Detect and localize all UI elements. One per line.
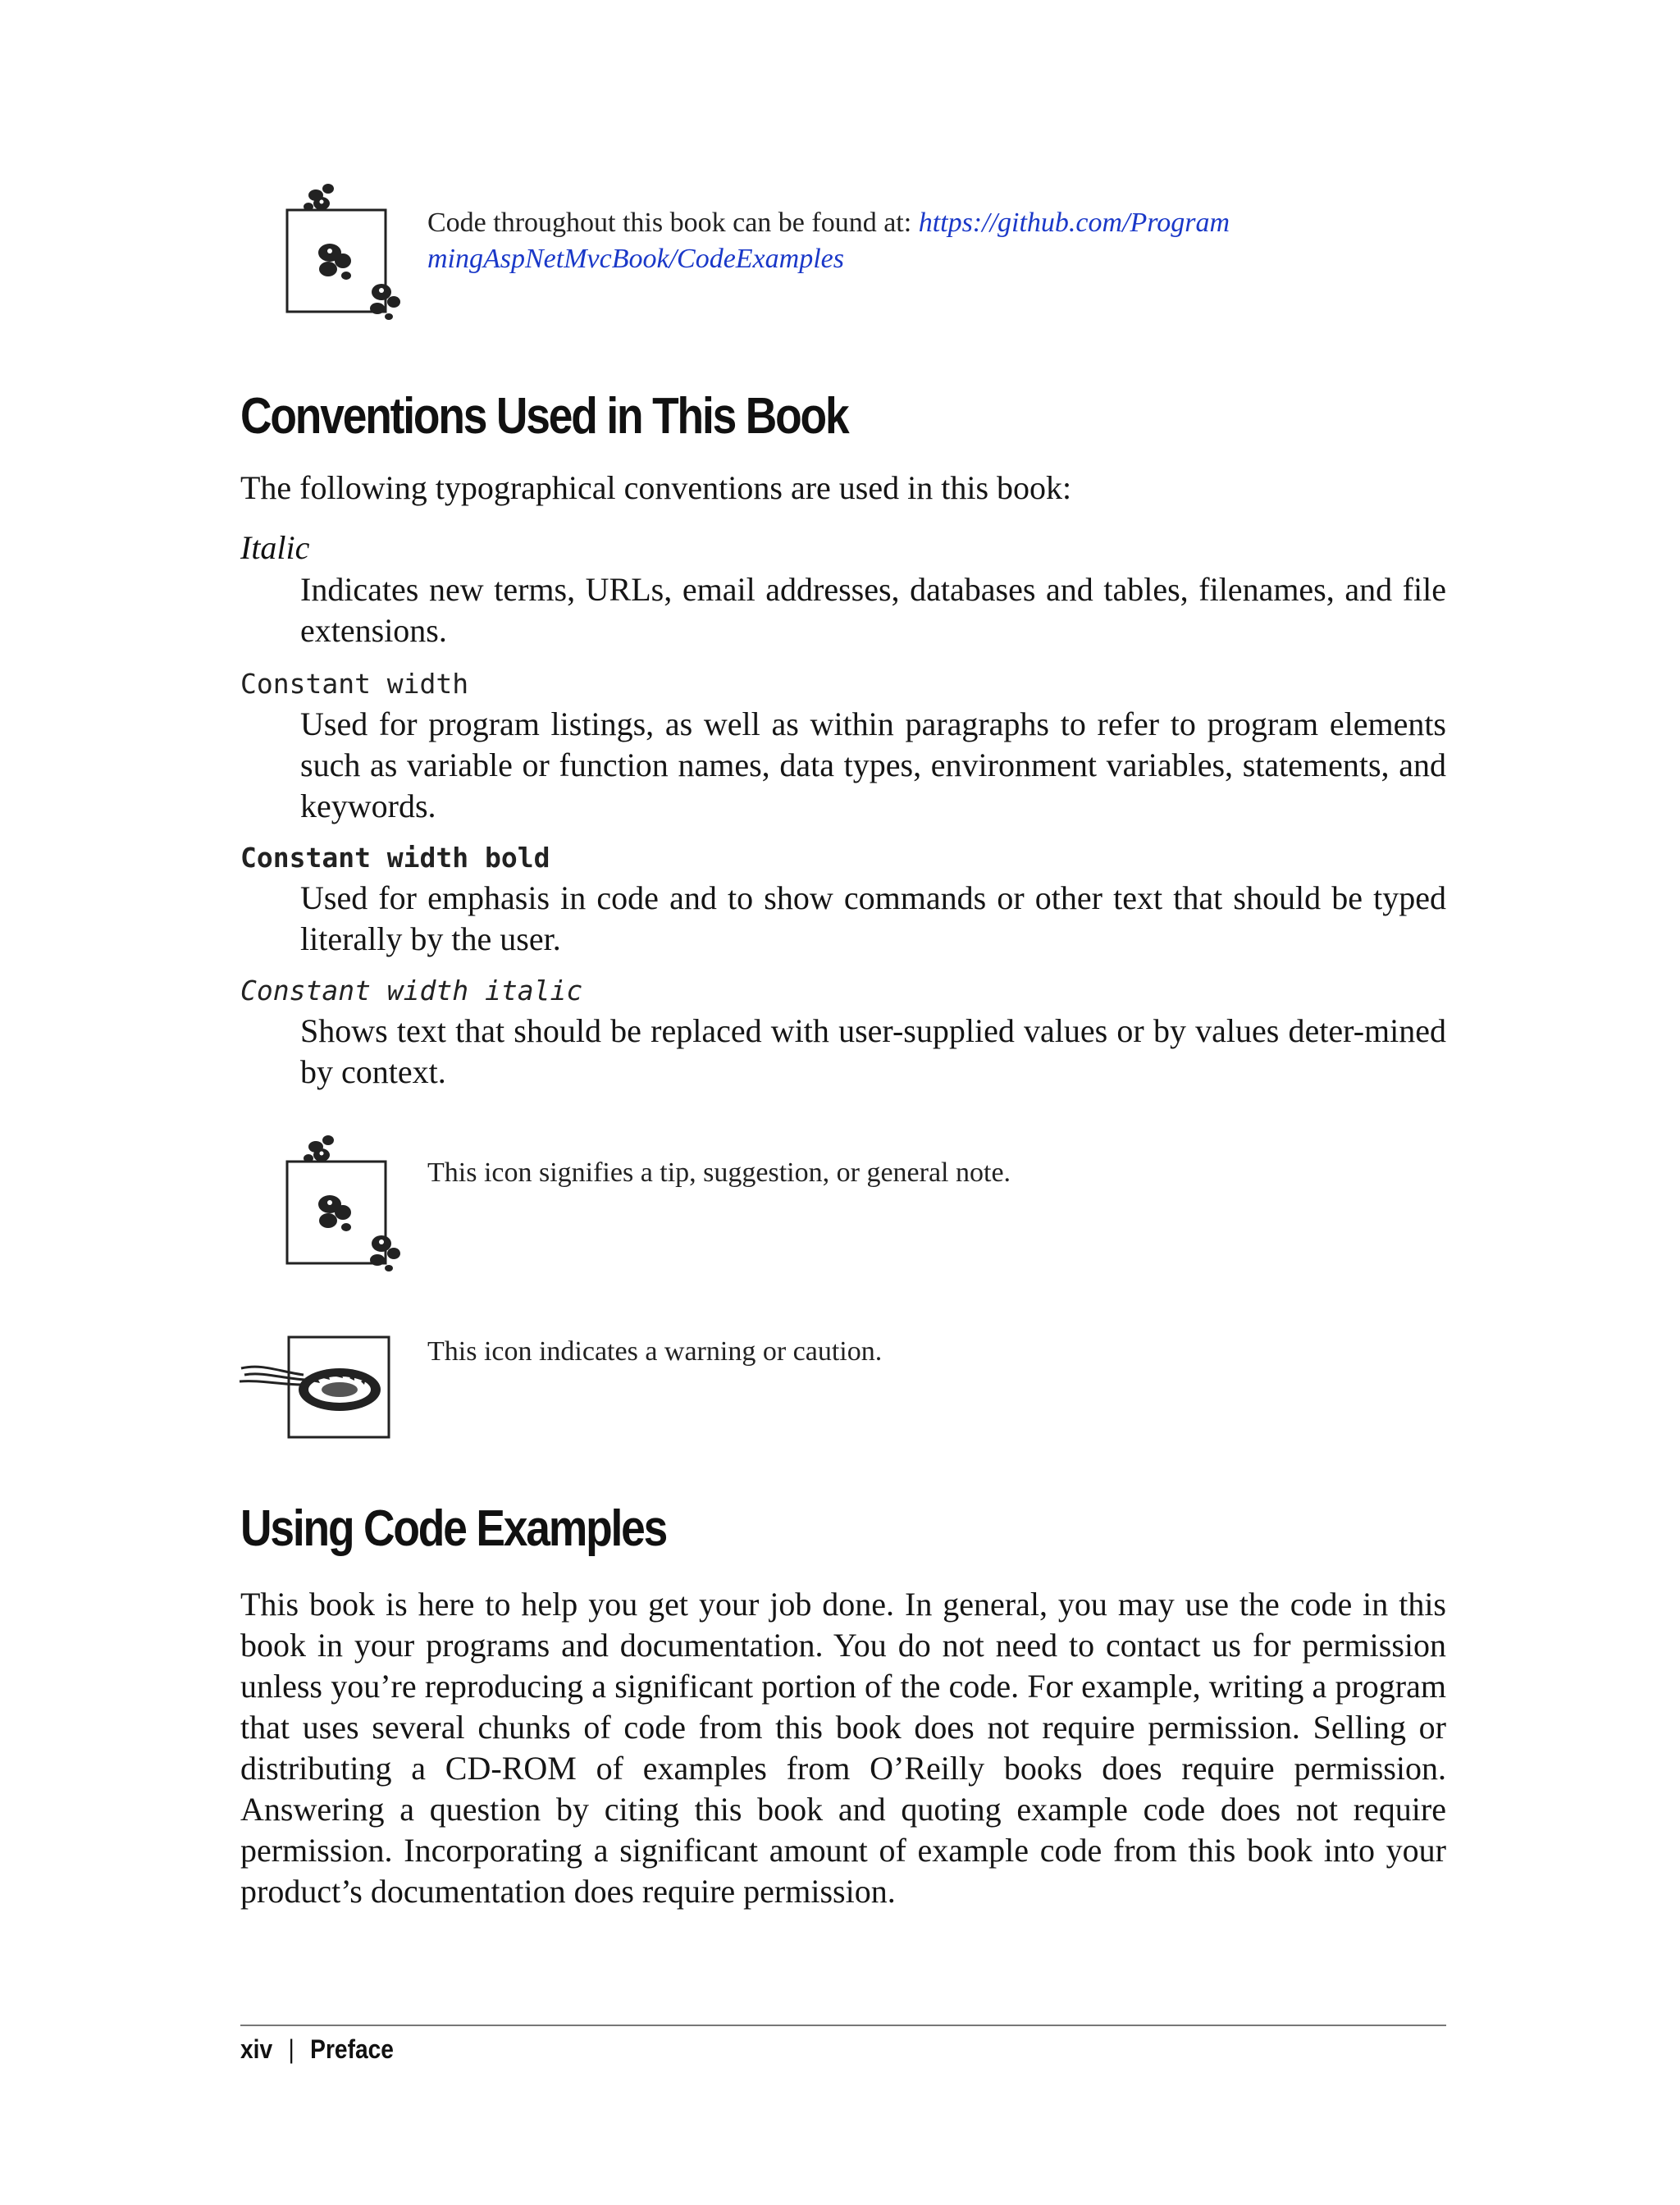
tip-note-text: This icon signifies a tip, suggestion, or general note. [427,1157,1011,1188]
definition-constant-width-italic: Shows text that should be replaced with user-supplied values or by values deter-mined by context. [300,1012,1446,1090]
footer-rule [240,2025,1446,2026]
code-location-prefix: Code throughout this book can be found at: [427,208,919,238]
definition-italic: Indicates new terms, URLs, email addresses, databases and tables, filenames, and file extensions. [300,571,1446,649]
github-link-line1: https://github.com/Program [918,208,1230,238]
github-link-line2: mingAspNetMvcBook/CodeExamples [427,244,844,274]
code-location-note [427,205,1330,277]
term-italic: Italic [240,529,310,566]
conventions-intro: The following typographical conventions are used in this book: [240,469,1072,506]
tip-icon [279,177,418,325]
term-constant-width-italic: Constant width italic [240,975,583,1007]
footer-section: Preface [310,2034,394,2064]
term-constant-width: Constant width [240,668,469,700]
page-footer [240,2034,394,2065]
warning-note-text: This icon indicates a warning or caution. [427,1336,883,1367]
conventions-heading: Conventions Used in This Book [240,388,848,445]
definition-constant-width: Used for program listings, as well as within paragraphs to refer to program elements such as variable or function names, data types, environment variables, statements, and keywords. [300,705,1446,824]
code-examples-paragraph: This book is here to help you get your job done. In general, you may use the code in this book in your programs and documentation. You do not need to contact us for permission unless you’re reproducing a significant portion of the code. For example, writing a program that uses several chunks of code from this book does not require permission. Selling or distributing a CD-ROM of examples from O’Reilly books does require permission. Answering a question by citing this book and quoting example code does not require permission. Incorporating a significant amount of example code from this book into your product’s documentation does require permission. [240,1586,1446,1910]
code-examples-heading: Using Code Examples [240,1500,667,1557]
term-constant-width-bold: Constant width bold [240,842,550,874]
footer-separator: | [288,2034,294,2064]
tip-icon [279,1129,418,1276]
page-number: xiv [240,2034,273,2064]
warning-trap-icon [238,1335,394,1442]
definition-constant-width-bold: Used for emphasis in code and to show commands or other text that should be typed literally by the user. [300,879,1446,957]
